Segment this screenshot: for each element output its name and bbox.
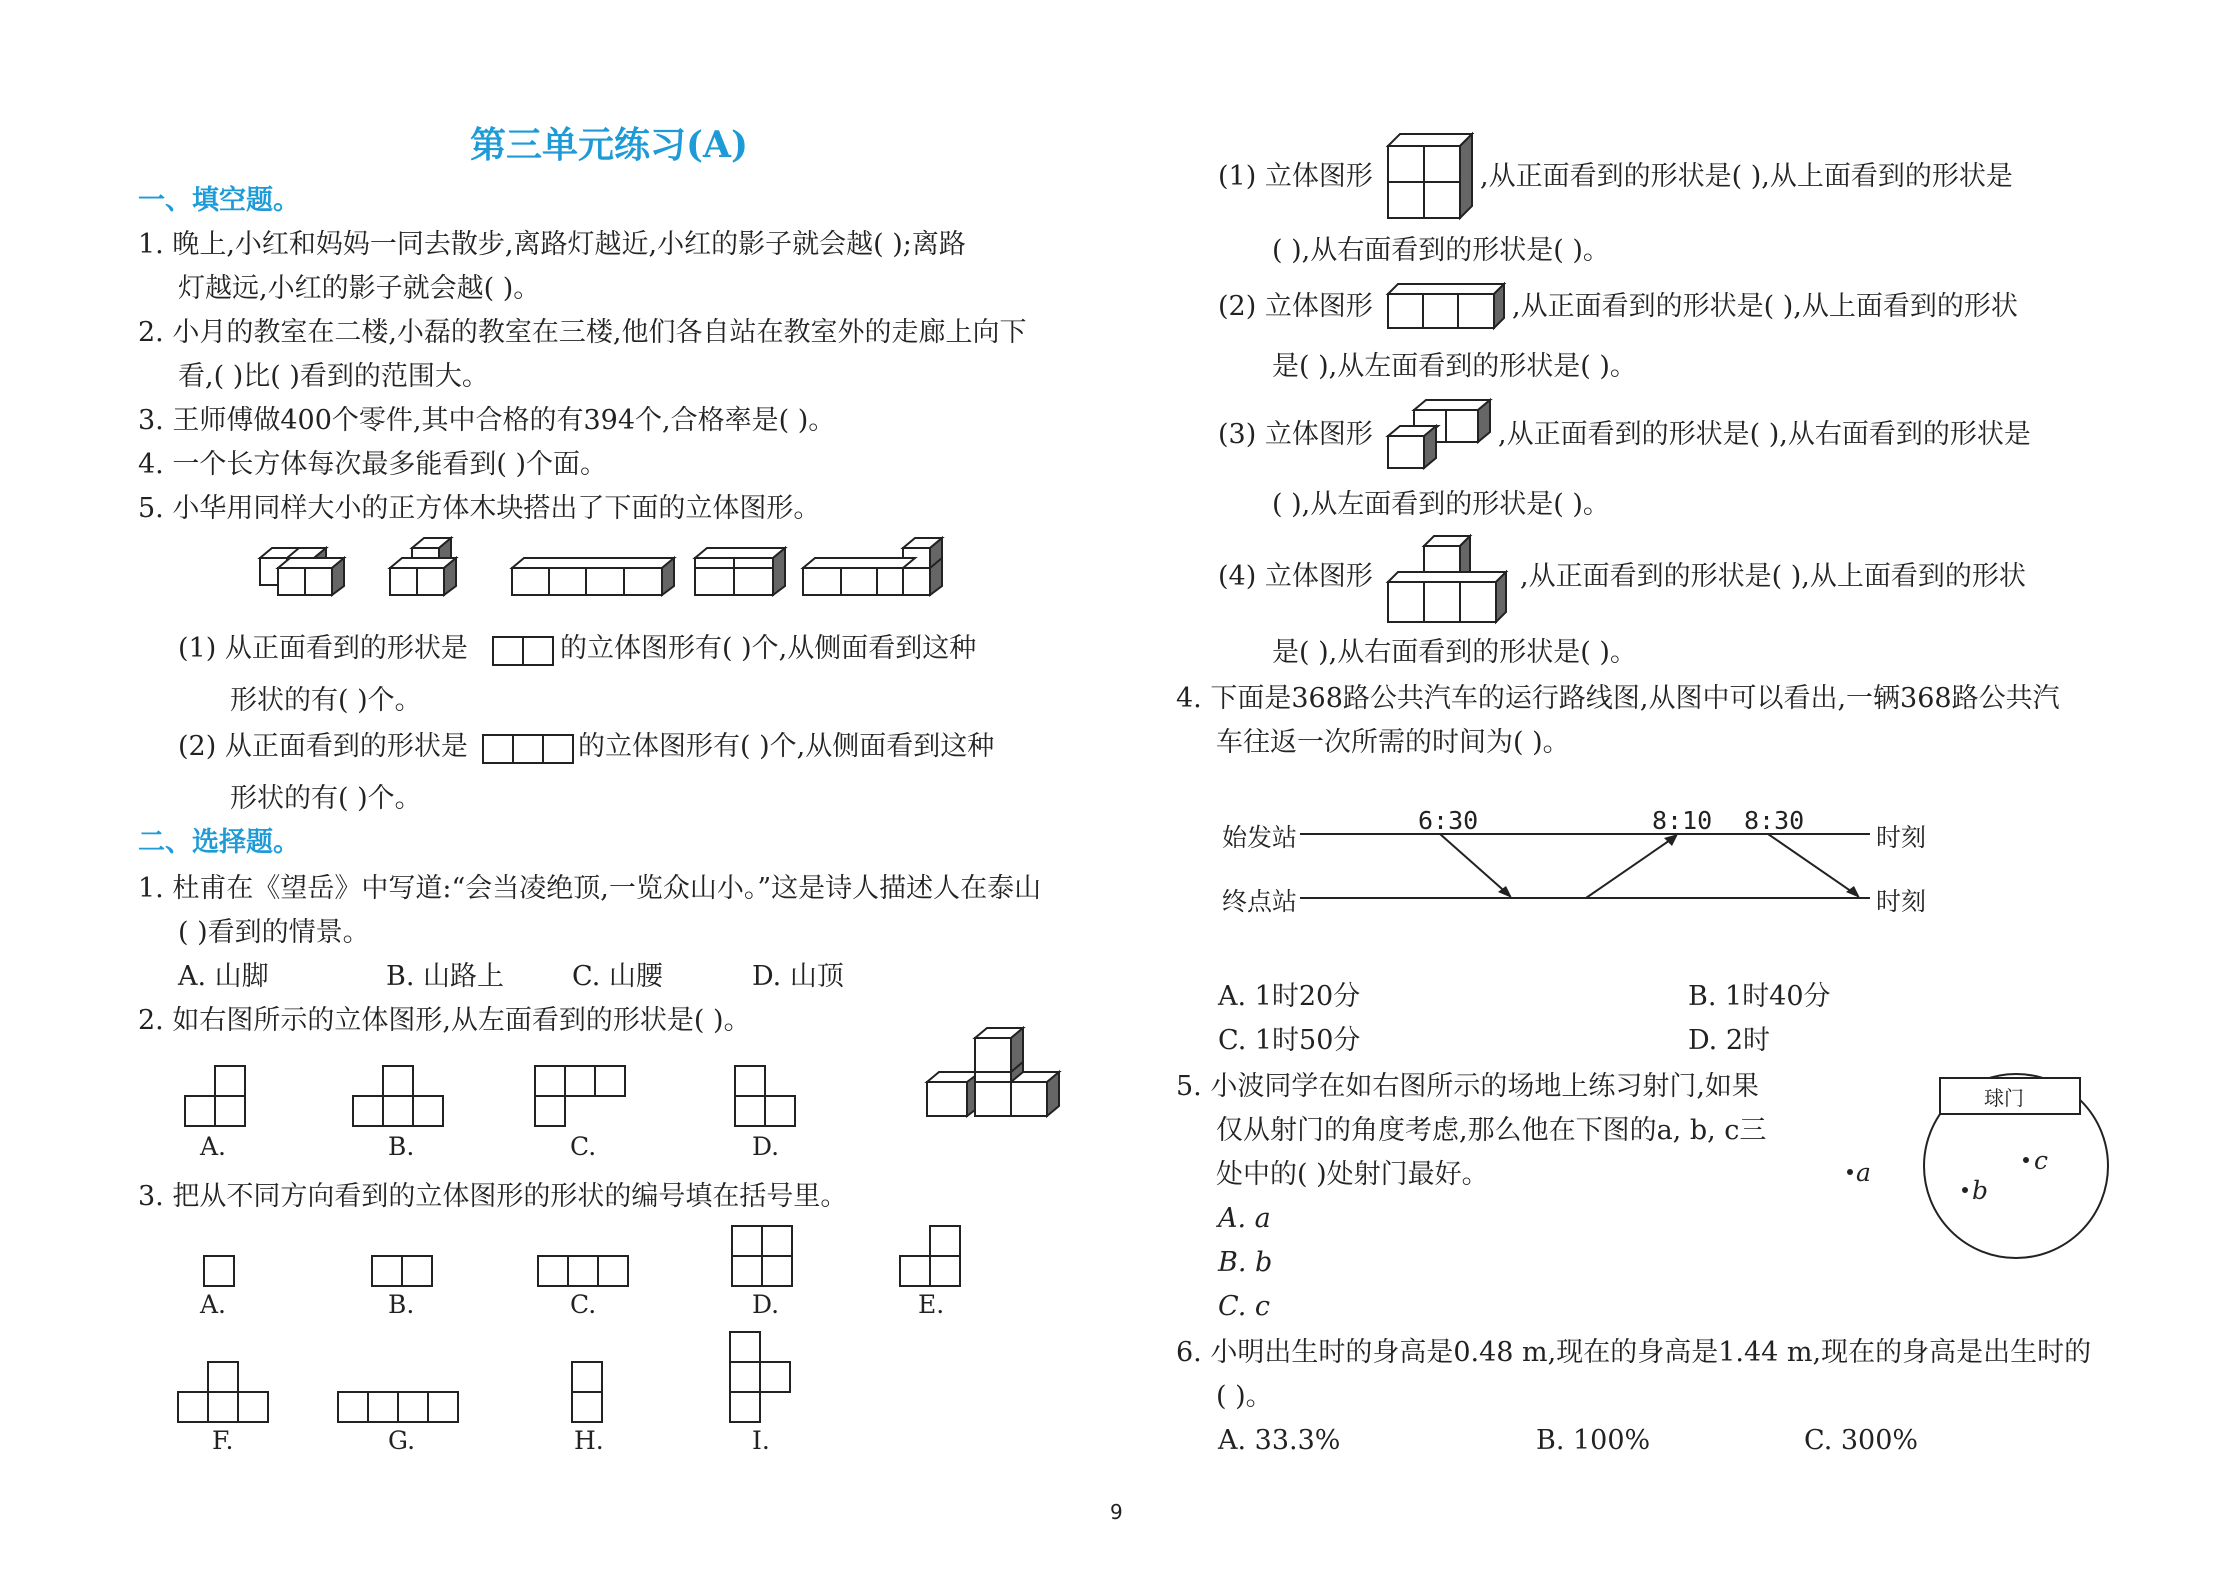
r1-solid-figure [1386,132,1472,224]
c3-label-i: I. [752,1426,770,1455]
c3-shape-g [338,1392,458,1422]
r1-post: ,从正面看到的形状是( ),从上面看到的形状是 [1480,161,2013,192]
c5-line1: 5. 小波同学在如右图所示的场地上练习射门,如果 [1176,1071,1759,1102]
q1-line1: 1. 晚上,小红和妈妈一同去散步,离路灯越近,小红的影子就会越( );离路 [138,229,966,260]
c4-line2: 车往返一次所需的时间为( )。 [1216,727,1570,758]
c2-label-d: D. [752,1132,780,1161]
q5-solids-figure [250,536,950,616]
c3-shape-e [900,1226,960,1286]
route-time-label-bottom: 时刻 [1876,887,1927,916]
route-start-label: 始发站 [1222,823,1298,852]
page-title: 第三单元练习(A) [470,124,748,166]
c2-shape-c [535,1066,625,1126]
c2-label-c: C. [570,1132,597,1161]
c1-option-b: B. 山路上 [386,961,505,992]
point-a-label: a [1856,1158,1871,1187]
c3-label-a: A. [200,1290,227,1319]
c3-label-g: G. [388,1426,416,1455]
point-c-label: c [2034,1146,2049,1175]
c3-shape-d [732,1226,792,1286]
c4-option-c: C. 1时50分 [1218,1025,1361,1056]
c5-option-a: A. a [1218,1203,1271,1234]
c3-label-c: C. [570,1290,597,1319]
c4-option-a: A. 1时20分 [1218,981,1361,1012]
goal-label: 球门 [1984,1086,2024,1110]
c3-label-b: B. [388,1290,415,1319]
c2-label-a: A. [200,1132,227,1161]
route-time-label-top: 时刻 [1876,823,1927,852]
c3-shape-b [372,1256,432,1286]
q5-sub1-line2: 形状的有( )个。 [230,685,422,716]
r1-pre: (1) 立体图形 [1218,161,1373,192]
q2-line2: 看,( )比( )看到的范围大。 [178,361,489,392]
c3-shape-f [178,1362,268,1422]
c3-shapes-row2 [176,1328,816,1428]
c1-option-d: D. 山顶 [752,961,844,992]
q3-text: 3. 王师傅做400个零件,其中合格的有394个,合格率是( )。 [138,405,836,436]
c5-option-c: C. c [1218,1291,1270,1322]
c6-option-c: C. 300% [1804,1425,1919,1456]
c3-shape-c [538,1256,628,1286]
q5-sub1-post: 的立体图形有( )个,从侧面看到这种 [560,633,977,664]
q2-line1: 2. 小月的教室在二楼,小磊的教室在三楼,他们各自站在教室外的走廊上向下 [138,317,1027,348]
route-arrowhead-3 [1846,886,1860,898]
q5-sub2-line2: 形状的有( )个。 [230,783,422,814]
c3-label-d: D. [752,1290,780,1319]
c3-label-e: E. [918,1290,945,1319]
r2-post: ,从正面看到的形状是( ),从上面看到的形状 [1512,291,2018,322]
q5-sub2-pre: (2) 从正面看到的形状是 [178,731,468,762]
c1-option-a: A. 山脚 [178,961,269,992]
r2-line2: 是( ),从左面看到的形状是( )。 [1272,351,1637,382]
r4-pre: (4) 立体图形 [1218,561,1373,592]
r2-pre: (2) 立体图形 [1218,291,1373,322]
route-arrow-1 [1440,834,1510,896]
page-number: 9 [1110,1500,1123,1524]
r3-solid-figure [1386,398,1496,472]
route-diagram [1300,820,1880,920]
q5-sub2-post: 的立体图形有( )个,从侧面看到这种 [578,731,995,762]
route-arrow-2 [1586,836,1676,898]
point-a-dot [1847,1169,1853,1175]
point-b-dot [1962,1187,1968,1193]
route-end-label: 终点站 [1222,887,1298,916]
c2-shape-a [185,1066,245,1126]
r4-post: ,从正面看到的形状是( ),从上面看到的形状 [1520,561,2026,592]
q1-line2: 灯越远,小红的影子就会越( )。 [178,273,541,304]
c4-option-b: B. 1时40分 [1688,981,1831,1012]
q5-sub1-pre: (1) 从正面看到的形状是 [178,633,468,664]
c2-text: 2. 如右图所示的立体图形,从左面看到的形状是( )。 [138,1005,751,1036]
c3-shape-h [572,1362,602,1422]
solid-figure-5 [803,538,942,595]
c2-options-figure [185,1066,845,1136]
c4-option-d: D. 2时 [1688,1025,1771,1056]
c6-line2: ( )。 [1216,1381,1273,1412]
point-c-dot [2023,1157,2029,1163]
c3-shape-i [730,1332,790,1422]
r2-solid-figure [1386,282,1506,332]
route-arrow-3 [1768,834,1858,896]
c5-option-b: B. b [1218,1247,1273,1278]
route-time-0830: 8:30 [1744,806,1805,835]
c2-solid-figure [925,1024,1055,1134]
c2-shape-d [735,1066,795,1126]
three-square-icon [482,734,576,764]
r3-pre: (3) 立体图形 [1218,419,1373,450]
r4-line2: 是( ),从右面看到的形状是( )。 [1272,637,1637,668]
route-time-0810: 8:10 [1652,806,1713,835]
route-time-0630: 6:30 [1418,806,1479,835]
section-fill-blank: 一、填空题。 [138,185,300,216]
r1-line2: ( ),从右面看到的形状是( )。 [1272,235,1610,266]
c2-label-b: B. [388,1132,415,1161]
c4-line1: 4. 下面是368路公共汽车的运行路线图,从图中可以看出,一辆368路公共汽 [1176,683,2060,714]
c6-line1: 6. 小明出生时的身高是0.48 m,现在的身高是1.44 m,现在的身高是出生时的 [1176,1337,2092,1368]
solid-figure-3 [512,558,674,595]
r3-line2: ( ),从左面看到的形状是( )。 [1272,489,1610,520]
point-b-label: b [1972,1176,1989,1205]
c5-line2: 仅从射门的角度考虑,那么他在下图的a, b, c三 [1216,1115,1767,1146]
r4-solid-figure [1386,534,1510,626]
q5-text: 5. 小华用同样大小的正方体木块搭出了下面的立体图形。 [138,493,821,524]
c3-text: 3. 把从不同方向看到的立体图形的形状的编号填在括号里。 [138,1181,848,1212]
solid-figure-1 [260,548,344,595]
solid-figure-2 [390,538,456,595]
c3-label-h: H. [574,1426,604,1455]
c3-label-f: F. [212,1426,234,1455]
c1-line2: ( )看到的情景。 [178,917,370,948]
c3-shape-a [204,1256,234,1286]
q4-text: 4. 一个长方体每次最多能看到( )个面。 [138,449,607,480]
route-arrowhead-2 [1664,834,1678,846]
c6-option-a: A. 33.3% [1218,1425,1341,1456]
c2-shape-b [353,1066,443,1126]
two-square-icon [492,636,554,666]
c6-option-b: B. 100% [1536,1425,1651,1456]
solid-figure-4 [695,548,785,595]
c5-line3: 处中的( )处射门最好。 [1216,1159,1489,1190]
goal-field-diagram [1840,1078,2110,1240]
c1-line1: 1. 杜甫在《望岳》中写道:“会当凌绝顶,一览众山小。”这是诗人描述人在泰山 [138,873,1042,904]
r3-post: ,从正面看到的形状是( ),从右面看到的形状是 [1498,419,2031,450]
c3-shapes-row1 [200,1224,1000,1294]
c1-option-c: C. 山腰 [572,961,663,992]
section-choice: 二、选择题。 [138,827,300,858]
